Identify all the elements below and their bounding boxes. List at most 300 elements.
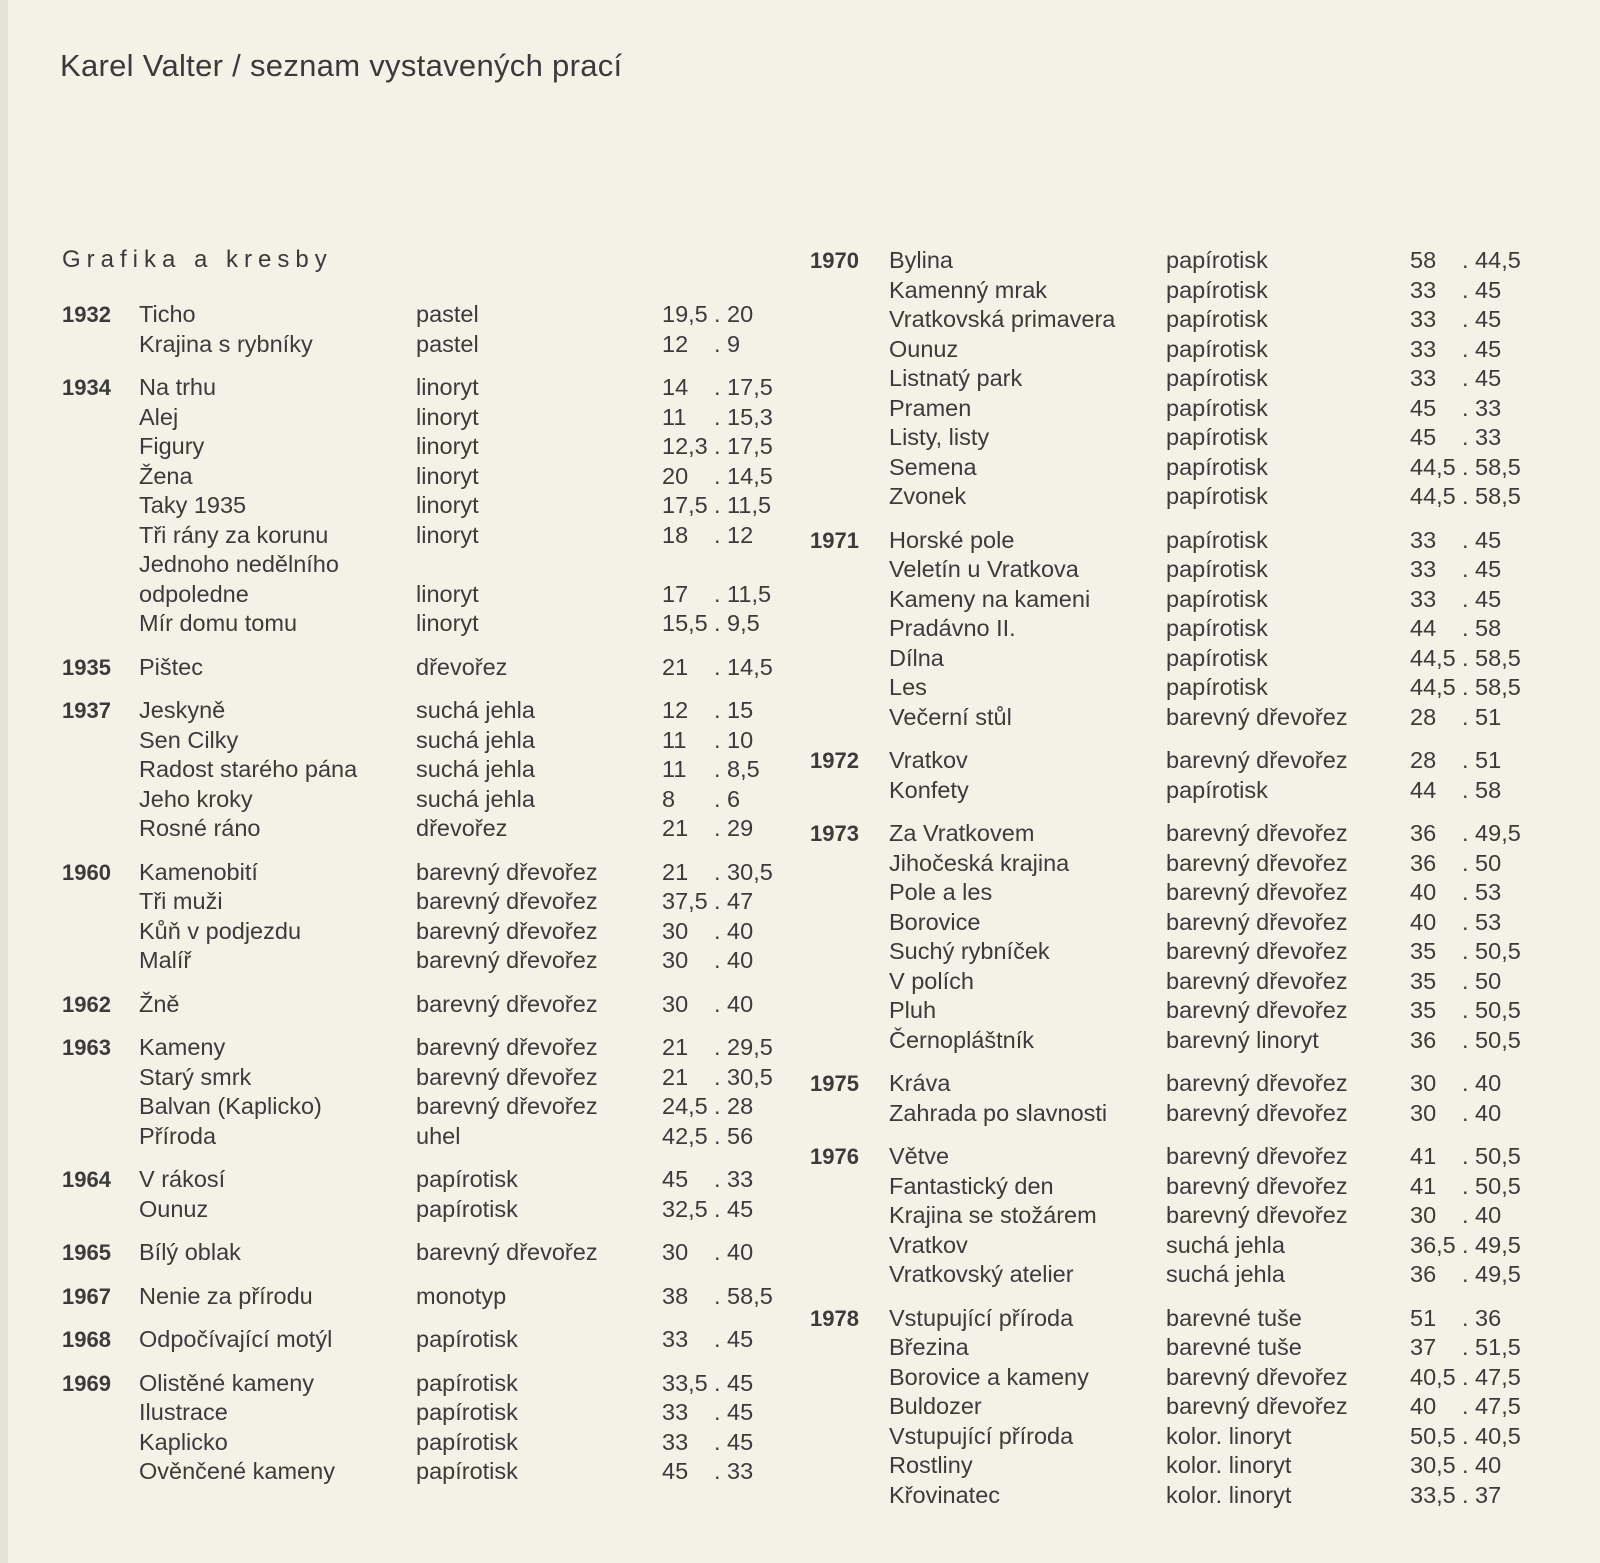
work-title: Fantastický den [889,1172,1054,1199]
work-title: odpoledne [139,580,249,607]
work-height: . 44,5 [1462,247,1521,273]
work-height: . 37 [1462,1481,1502,1508]
work-technique: suchá jehla [416,726,535,753]
list-item [810,878,1570,908]
work-width: 33 [1410,276,1437,303]
work-height: . 51 [1462,747,1502,773]
work-width: 30 [1410,1070,1437,1096]
work-technique: papírotisk [1166,674,1268,700]
work-height: . 14,5 [714,462,773,489]
work-height: . 56 [714,1122,754,1149]
work-technique: pastel [416,330,479,357]
work-height: . 40 [1462,1202,1502,1228]
year-group [62,1238,792,1268]
work-title: Nenie za přírodu [139,1282,313,1309]
work-technique: papírotisk [416,1428,518,1455]
work-title: Tři rány za korunu [139,521,329,548]
list-item [810,453,1570,483]
list-item [810,673,1570,703]
year-group [810,819,1570,1055]
work-title: Vstupující příroda [889,1304,1074,1331]
work-title: Odpočívající motýl [139,1326,333,1352]
work-technique: linoryt [416,610,479,636]
work-technique: barevný dřevořez [1166,997,1348,1023]
list-item [62,491,792,521]
work-technique: barevný dřevořez [416,1034,598,1060]
work-title: Vratkovská primavera [889,306,1116,332]
right-groups [810,246,1570,1510]
work-width: 24,5 [662,1093,708,1119]
work-width: 33 [1410,335,1437,362]
work-height: . 50,5 [1462,938,1521,964]
list-item [810,1142,1570,1172]
work-technique: kolor. linoryt [1166,1452,1292,1478]
work-height: . 50,5 [1462,1026,1521,1053]
list-item [810,555,1570,585]
work-width: 20 [662,462,689,489]
year-group [62,1033,792,1151]
work-width: 36 [1410,849,1437,876]
list-item [810,1026,1570,1056]
work-height: . 40 [1462,1099,1502,1126]
work-technique: barevný dřevořez [1166,1363,1348,1390]
work-width: 38 [662,1282,689,1309]
work-height: . 33 [1462,424,1502,450]
work-technique: barevný linoryt [1166,1026,1319,1053]
work-title: Pole a les [889,879,993,905]
work-width: 30 [662,1239,689,1265]
year-group [810,246,1570,512]
work-title: Ilustrace [139,1399,228,1425]
work-height: . 49,5 [1462,1231,1521,1258]
list-item [62,653,792,683]
work-technique: suchá jehla [416,785,535,812]
work-height: . 29,5 [714,1034,773,1060]
work-width: 40 [1410,1393,1437,1419]
work-technique: suchá jehla [1166,1261,1285,1287]
work-technique: papírotisk [1166,394,1268,421]
list-item [810,585,1570,615]
work-width: 44,5 [1410,453,1456,480]
list-item [62,726,792,756]
work-height: . 58 [1462,615,1502,641]
work-title: Rostliny [889,1452,973,1478]
work-title: Ounuz [139,1195,209,1222]
work-height: . 9,5 [714,610,760,636]
work-title: Tři muži [139,888,223,914]
work-height: . 45 [714,1195,754,1222]
work-technique: kolor. linoryt [1166,1481,1292,1508]
work-technique: linoryt [416,433,479,459]
list-item [810,1422,1570,1452]
work-width: 33 [662,1428,689,1455]
work-width: 30 [662,947,689,973]
work-technique: linoryt [416,580,479,607]
work-width: 19,5 [662,301,708,327]
work-title: Balvan (Kaplicko) [139,1093,322,1119]
year-label: 1973 [810,821,859,846]
list-item [810,967,1570,997]
work-title: Křovinatec [889,1481,1001,1508]
year-label: 1968 [62,1327,111,1352]
work-height: . 45 [1462,526,1502,553]
work-width: 28 [1410,747,1437,773]
section-title: Grafika a kresby [62,246,333,273]
work-width: 45 [1410,424,1437,450]
work-height: . 45 [714,1326,754,1352]
work-technique: barevný dřevořez [416,858,598,885]
work-height: . 15,3 [714,403,773,430]
work-title: Bílý oblak [139,1239,241,1265]
work-width: 36 [1410,1261,1437,1287]
work-height: . 45 [1462,556,1502,582]
year-label: 1965 [62,1240,111,1265]
work-title: Žně [139,990,180,1017]
work-width: 33 [662,1326,689,1352]
year-group [810,746,1570,805]
work-technique: papírotisk [1166,776,1268,803]
work-height: . 51 [1462,703,1502,730]
work-height: . 28 [714,1093,754,1119]
work-title: Vratkovský atelier [889,1261,1074,1287]
work-technique: papírotisk [1166,306,1268,332]
work-title: Suchý rybníček [889,938,1050,964]
list-item [62,755,792,785]
work-title: Jeskyně [139,697,226,723]
year-group [62,858,792,976]
work-height: . 51,5 [1462,1334,1521,1360]
work-height: . 30,5 [714,1063,773,1090]
work-height: . 12 [714,521,754,548]
work-title: Večerní stůl [889,703,1012,730]
work-title: Příroda [139,1122,217,1149]
work-title: Konfety [889,776,969,803]
list-item [810,1201,1570,1231]
work-technique: barevný dřevořez [1166,747,1348,773]
work-height: . 50 [1462,967,1502,994]
list-item [810,394,1570,424]
work-title: Kůň v podjezdu [139,917,302,944]
work-technique: barevný dřevořez [416,917,598,944]
work-width: 45 [1410,394,1437,421]
work-technique: papírotisk [1166,483,1268,509]
work-width: 45 [662,1458,689,1484]
work-width: 18 [662,521,689,548]
work-height: . 50,5 [1462,997,1521,1023]
work-width: 12,3 [662,433,708,459]
work-technique: barevný dřevořez [416,1239,598,1265]
work-height: . 40,5 [1462,1422,1521,1449]
work-technique: barevný dřevořez [1166,703,1348,730]
work-height: . 45 [714,1369,754,1396]
work-width: 33,5 [1410,1481,1456,1508]
list-item [810,276,1570,306]
work-technique: barevný dřevořez [1166,820,1348,846]
list-item [62,887,792,917]
work-height: . 36 [1462,1304,1502,1331]
work-width: 33 [1410,526,1437,553]
year-group [810,526,1570,733]
work-height: . 11,5 [714,580,772,607]
work-title: Pluh [889,997,937,1023]
list-item [810,996,1570,1026]
year-group [62,373,792,639]
work-width: 28 [1410,703,1437,730]
work-width: 30 [1410,1202,1437,1228]
work-technique: barevný dřevořez [1166,1099,1348,1126]
work-width: 50,5 [1410,1422,1456,1449]
work-height: . 40 [1462,1452,1502,1478]
list-item [810,526,1570,556]
year-label: 1967 [62,1283,111,1309]
left-groups [62,300,792,1487]
work-width: 12 [662,697,689,723]
list-item [62,990,792,1020]
list-item [810,1392,1570,1422]
work-title: Pramen [889,394,972,421]
list-item [810,1363,1570,1393]
work-width: 14 [662,374,689,400]
work-technique: barevný dřevořez [1166,1143,1348,1169]
work-width: 44,5 [1410,483,1456,509]
work-width: 33 [662,1399,689,1425]
work-title: Ounuz [889,335,959,362]
work-width: 21 [662,1034,689,1060]
work-width: 12 [662,330,689,357]
work-title: Veletín u Vratkova [889,556,1079,582]
work-width: 58 [1410,247,1437,273]
list-item [62,330,792,360]
year-group [810,1304,1570,1511]
list-item [62,521,792,551]
work-height: . 33 [714,1458,754,1484]
work-height: . 47 [714,888,754,914]
work-width: 33 [1410,306,1437,332]
work-technique: linoryt [416,492,479,518]
year-group [62,1369,792,1487]
work-title: Alej [139,403,179,430]
list-item [810,1231,1570,1261]
work-height: . 58,5 [1462,483,1521,509]
year-group [62,653,792,683]
list-item [62,1195,792,1225]
work-title: Rosné ráno [139,815,261,841]
work-technique: kolor. linoryt [1166,1422,1292,1449]
list-item [62,1092,792,1122]
work-height: . 17,5 [714,374,773,400]
work-technique: papírotisk [1166,247,1268,273]
work-title: V rákosí [139,1166,226,1192]
work-width: 21 [662,653,689,680]
work-height: . 49,5 [1462,1261,1521,1287]
work-width: 33 [1410,365,1437,391]
list-item [62,1282,792,1312]
work-height: . 45 [1462,585,1502,612]
work-technique: papírotisk [1166,526,1268,553]
work-height: . 40 [714,917,754,944]
work-title: V polích [889,967,974,994]
work-height: . 45 [1462,306,1502,332]
work-technique: barevný dřevořez [1166,908,1348,935]
work-height: . 49,5 [1462,820,1521,846]
list-item [62,1398,792,1428]
list-item [810,1481,1570,1511]
work-title: Vratkov [889,1231,968,1258]
work-title: Krajina se stožárem [889,1202,1097,1228]
work-title: Černopláštník [889,1026,1034,1053]
work-height: . 15 [714,697,754,723]
work-width: 21 [662,858,689,885]
work-technique: barevné tuše [1166,1304,1302,1331]
work-width: 17 [662,580,689,607]
year-group [810,1069,1570,1128]
work-title: Žena [139,462,193,489]
work-width: 15,5 [662,610,708,636]
work-width: 45 [662,1166,689,1192]
work-height: . 33 [1462,394,1502,421]
work-height: . 9 [714,330,741,357]
list-item [810,1069,1570,1099]
work-height: . 6 [714,785,741,812]
list-item [62,403,792,433]
year-label: 1970 [810,248,859,273]
work-title: Malíř [139,947,192,973]
work-width: 37,5 [662,888,708,914]
work-technique: barevný dřevořez [1166,967,1348,994]
list-item [62,1457,792,1487]
work-width: 40 [1410,879,1437,905]
work-technique: papírotisk [416,1326,518,1352]
list-item [810,1172,1570,1202]
work-height: . 53 [1462,908,1502,935]
list-item [810,614,1570,644]
list-item [810,849,1570,879]
year-label: 1969 [62,1370,111,1396]
work-technique: papírotisk [416,1458,518,1484]
work-title: Pištec [139,653,203,680]
work-title: Semena [889,453,977,480]
work-technique: papírotisk [1166,453,1268,480]
work-title: Sen Cilky [139,726,239,753]
work-width: 36 [1410,1026,1437,1053]
work-technique: papírotisk [1166,424,1268,450]
work-technique: papírotisk [1166,276,1268,303]
work-title: Listnatý park [889,365,1023,391]
year-group [62,990,792,1020]
work-width: 21 [662,1063,689,1090]
work-title: Vstupující příroda [889,1422,1074,1449]
work-height: . 50,5 [1462,1172,1521,1199]
work-technique: barevný dřevořez [1166,849,1348,876]
work-title: Vratkov [889,747,968,773]
work-technique: papírotisk [1166,644,1268,671]
work-height: . 14,5 [714,653,773,680]
page-edge [0,0,8,1563]
work-width: 40 [1410,908,1437,935]
work-technique: barevný dřevořez [416,947,598,973]
list-item [62,858,792,888]
work-technique: linoryt [416,462,479,489]
work-title: Pradávno II. [889,615,1016,641]
work-width: 44 [1410,615,1437,641]
work-technique: barevný dřevořez [416,1093,598,1119]
work-width: 33 [1410,556,1437,582]
work-width: 30 [662,917,689,944]
work-title: Jihočeská krajina [889,849,1070,876]
work-technique: linoryt [416,521,479,548]
work-technique: papírotisk [1166,585,1268,612]
work-height: . 45 [1462,365,1502,391]
work-height: . 53 [1462,879,1502,905]
work-width: 30 [662,990,689,1017]
work-width: 41 [1410,1172,1437,1199]
list-item [810,908,1570,938]
work-width: 33,5 [662,1369,708,1396]
work-title: Figury [139,433,205,459]
work-width: 32,5 [662,1195,708,1222]
work-title: Borovice a kameny [889,1363,1089,1390]
work-technique: dřevořez [416,815,508,841]
work-height: . 40 [714,947,754,973]
work-technique: barevný dřevořez [416,990,598,1017]
list-item [810,1451,1570,1481]
work-height: . 33 [714,1166,754,1192]
year-label: 1964 [62,1167,111,1192]
work-height: . 58,5 [1462,644,1521,671]
work-height: . 40 [714,990,754,1017]
list-item [810,1333,1570,1363]
work-width: 8 [662,785,676,812]
work-height: . 47,5 [1462,1393,1521,1419]
work-technique: barevný dřevořez [1166,1393,1348,1419]
work-title: Taky 1935 [139,492,247,518]
work-technique: suchá jehla [1166,1231,1285,1258]
work-width: 44,5 [1410,674,1456,700]
work-title: Zahrada po slavnosti [889,1099,1108,1126]
list-item [62,373,792,403]
list-item [62,814,792,844]
work-width: 17,5 [662,492,708,518]
work-height: . 58,5 [1462,453,1521,480]
year-label: 1971 [810,527,859,553]
list-item [62,462,792,492]
work-technique: linoryt [416,374,479,400]
work-title: Dílna [889,644,944,671]
list-item [810,335,1570,365]
work-height: . 45 [714,1428,754,1455]
work-title: Kaplicko [139,1428,228,1455]
work-width: 37 [1410,1334,1437,1360]
work-width: 40,5 [1410,1363,1456,1390]
list-item [62,1063,792,1093]
work-title: Na trhu [139,374,217,400]
work-technique: barevný dřevořez [416,888,598,914]
work-title: Větve [889,1143,950,1169]
work-height: . 50,5 [1462,1143,1521,1169]
year-label: 1937 [62,698,111,723]
work-technique: pastel [416,301,479,327]
year-label: 1976 [810,1144,859,1169]
work-height: . 40 [714,1239,754,1265]
list-item [62,1325,792,1355]
list-item [810,305,1570,335]
work-technique: papírotisk [416,1195,518,1222]
year-label: 1960 [62,859,111,885]
list-item [810,937,1570,967]
year-label: 1963 [62,1035,111,1060]
work-technique: barevný dřevořez [1166,1070,1348,1096]
work-height: . 29 [714,815,754,841]
